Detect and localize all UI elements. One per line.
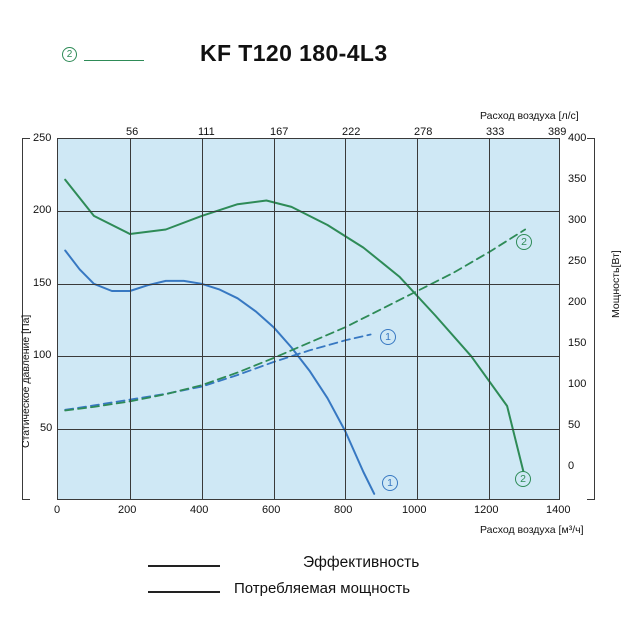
right-tick-label: 100 [568,378,587,390]
top-axis-title: Расход воздуха [л/с] [480,110,579,122]
gridline-vertical [345,139,346,499]
right-axis-bracket [587,138,595,500]
gridline-vertical [274,139,275,499]
marker-pressure-end-1-icon: 1 [382,475,398,491]
bottom-tick-label: 600 [262,504,281,516]
marker-power-2-icon: 2 [516,234,532,250]
legend-line-icon [148,565,220,567]
left-tick-label: 200 [33,204,52,216]
pressure-curve-line [65,251,374,494]
marker-efficiency-1-icon: 1 [380,329,396,345]
bottom-axis-title: Расход воздуха [м³/ч] [480,524,584,536]
top-tick-label: 333 [486,126,505,138]
bottom-tick-label: 200 [118,504,137,516]
top-tick-label: 167 [270,126,289,138]
right-axis-title: Мощность[Вт] [610,250,622,318]
chart-container [0,100,641,536]
legend-item-efficiency [148,554,568,576]
right-tick-label: 250 [568,255,587,267]
bottom-tick-label: 0 [54,504,61,516]
left-tick-label: 50 [40,422,53,434]
gridline-horizontal [58,284,559,285]
left-tick-label: 100 [33,349,52,361]
top-tick-label: 389 [548,126,567,138]
gridline-horizontal [58,429,559,430]
top-tick-label: 222 [342,126,361,138]
right-tick-label: 200 [568,296,587,308]
gridline-horizontal [58,356,559,357]
bottom-tick-label: 1200 [474,504,499,516]
bottom-tick-label: 400 [190,504,209,516]
top-tick-label: 56 [126,126,139,138]
right-tick-label: 400 [568,132,587,144]
gridline-vertical [489,139,490,499]
bottom-tick-label: 800 [334,504,353,516]
efficiency-curve-line [65,335,370,410]
right-tick-label: 300 [568,214,587,226]
header-curve-marker [62,44,152,70]
legend [0,540,641,610]
top-tick-label: 278 [414,126,433,138]
gridline-horizontal [58,211,559,212]
legend-line-icon [148,591,220,593]
right-tick-label: 50 [568,419,581,431]
left-tick-label: 150 [33,277,52,289]
top-tick-label: 111 [198,126,215,138]
header-curve-line [84,60,144,61]
left-tick-label: 250 [33,132,52,144]
gridline-vertical [202,139,203,499]
right-tick-label: 150 [568,337,587,349]
bottom-tick-label: 1000 [402,504,427,516]
legend-label: Потребляемая мощность [234,580,411,597]
curves-svg [58,139,561,501]
header [0,18,641,64]
right-tick-label: 0 [568,460,575,472]
right-tick-label: 350 [568,173,587,185]
legend-label: Эффективность [303,554,420,571]
bottom-tick-label: 1400 [546,504,571,516]
curve-marker-2-icon: 2 [62,47,77,62]
page-title: KF T120 180-4L3 [200,40,388,66]
legend-item-power [148,580,568,602]
gridline-vertical [417,139,418,499]
left-axis-title: Статическое давление [Па] [20,314,32,448]
plot-area [57,138,560,500]
power-dashed-line [65,230,525,411]
power-curve-line [65,180,525,479]
gridline-vertical [130,139,131,499]
marker-power-end-2-icon: 2 [515,471,531,487]
